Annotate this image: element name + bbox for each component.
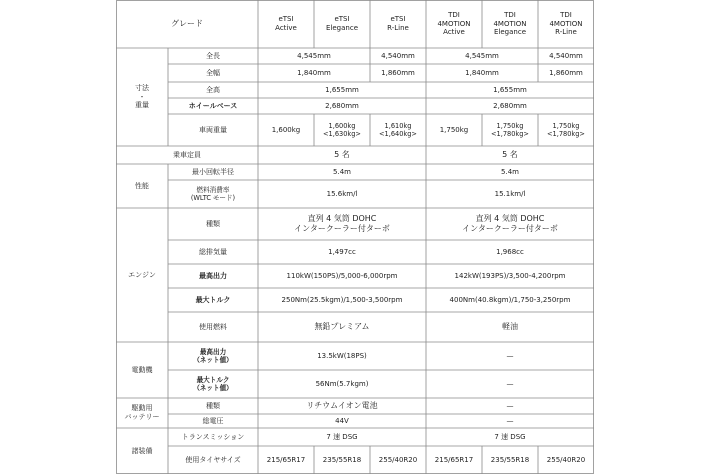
row-label-battery-type: 種類: [206, 401, 220, 410]
weight-tdi-active: 1,750kg: [439, 125, 469, 134]
group-battery: 駆動用 バッテリー: [124, 404, 160, 421]
engine-torque-tdi: 400Nm(40.8kgm)/1,750-3,250rpm: [449, 295, 571, 304]
grade-tdi-active: TDI 4MOTION Active: [437, 10, 471, 37]
grade-tdi-elegance: TDI 4MOTION Elegance: [493, 10, 527, 37]
group-specs: 諸装備: [131, 446, 153, 455]
motor-torque-etsi: 56Nm(5.7kgm): [315, 379, 369, 388]
width-tdi-ae: 1,840mm: [465, 68, 499, 77]
height-tdi: 1,655mm: [493, 85, 527, 94]
row-label-motor-output: 最高出力 （ネット値）: [193, 347, 233, 364]
engine-torque-etsi: 250Nm(25.5kgm)/1,500-3,500rpm: [281, 295, 403, 304]
wheelbase-etsi: 2,680mm: [325, 101, 359, 110]
length-tdi-ae: 4,545mm: [465, 51, 499, 60]
group-dimensions: 寸法 ・ 重量: [135, 83, 149, 110]
motor-output-etsi: 13.5kW(18PS): [317, 351, 367, 360]
grade-tdi-rline: TDI 4MOTION R-Line: [549, 10, 583, 37]
grade-header-label: グレード: [171, 19, 203, 28]
grade-etsi-active: eTSI Active: [275, 15, 297, 32]
tire-etsi-elegance: 235/55R18: [322, 455, 362, 464]
length-etsi-ae: 4,545mm: [297, 51, 331, 60]
row-label-engine-output: 最高出力: [199, 271, 227, 280]
row-label-weight: 車両重量: [199, 125, 227, 134]
weight-etsi-active: 1,600kg: [271, 125, 301, 134]
capacity-etsi: 5 名: [334, 150, 350, 159]
row-label-length: 全長: [206, 51, 220, 60]
fuel-economy-etsi: 15.6km/l: [326, 189, 358, 198]
wheelbase-tdi: 2,680mm: [493, 101, 527, 110]
motor-output-tdi: —: [506, 351, 514, 360]
battery-voltage-etsi: 44V: [335, 416, 349, 425]
length-etsi-r: 4,540mm: [381, 51, 415, 60]
turning-tdi: 5.4m: [501, 167, 519, 176]
weight-tdi-elegance: 1,750kg <1,780kg>: [491, 121, 529, 138]
group-engine: エンジン: [128, 270, 156, 279]
row-label-fuel-type: 使用燃料: [199, 322, 227, 331]
row-label-battery-voltage: 総電圧: [202, 416, 224, 425]
displacement-tdi: 1,968cc: [496, 247, 524, 256]
fuel-type-etsi: 無鉛プレミアム: [314, 322, 370, 331]
row-label-tires: 使用タイヤサイズ: [185, 455, 241, 464]
weight-etsi-elegance: 1,600kg <1,630kg>: [323, 121, 361, 138]
turning-etsi: 5.4m: [333, 167, 351, 176]
capacity-tdi: 5 名: [502, 150, 518, 159]
motor-torque-tdi: —: [506, 379, 514, 388]
tire-tdi-rline: 255/40R20: [546, 455, 586, 464]
row-label-wheelbase: ホイールベース: [188, 101, 238, 110]
fuel-type-tdi: 軽油: [502, 322, 518, 331]
length-tdi-r: 4,540mm: [549, 51, 583, 60]
row-label-displacement: 総排気量: [199, 247, 227, 256]
engine-type-tdi: 直列 4 気筒 DOHC インタークーラー付ターボ: [462, 214, 558, 233]
grade-etsi-elegance: eTSI Elegance: [326, 15, 358, 32]
transmission-etsi: 7 速 DSG: [326, 432, 358, 441]
engine-output-etsi: 110kW(150PS)/5,000-6,000rpm: [286, 271, 398, 280]
battery-type-tdi: —: [506, 401, 514, 410]
group-performance: 性能: [135, 181, 149, 190]
tire-etsi-active: 215/65R17: [266, 455, 306, 464]
fuel-economy-tdi: 15.1km/l: [494, 189, 526, 198]
tire-tdi-active: 215/65R17: [434, 455, 474, 464]
row-label-height: 全高: [206, 85, 220, 94]
height-etsi: 1,655mm: [325, 85, 359, 94]
weight-tdi-rline: 1,750kg <1,780kg>: [547, 121, 585, 138]
row-label-transmission: トランスミッション: [181, 432, 245, 441]
row-label-engine-type: 種類: [206, 219, 220, 228]
tire-tdi-elegance: 235/55R18: [490, 455, 530, 464]
engine-type-etsi: 直列 4 気筒 DOHC インタークーラー付ターボ: [294, 214, 390, 233]
grade-etsi-rline: eTSI R-Line: [387, 15, 409, 32]
tire-etsi-rline: 255/40R20: [378, 455, 418, 464]
row-label-width: 全幅: [206, 68, 220, 77]
transmission-tdi: 7 速 DSG: [494, 432, 526, 441]
battery-voltage-tdi: —: [506, 416, 514, 425]
engine-output-tdi: 142kW(193PS)/3,500-4,200rpm: [454, 271, 566, 280]
spec-sheet: [116, 0, 594, 474]
row-label-motor-torque: 最大トルク （ネット値）: [193, 375, 233, 392]
row-label-capacity: 乗車定員: [173, 150, 201, 159]
row-label-engine-torque: 最大トルク: [195, 295, 231, 304]
width-tdi-r: 1,860mm: [549, 68, 583, 77]
row-label-fuel-economy: 燃料消費率 (WLTC モード): [190, 185, 236, 202]
row-label-turning: 最小回転半径: [192, 167, 234, 176]
group-motor: 電動機: [131, 365, 153, 374]
battery-type-etsi: リチウムイオン電池: [306, 401, 378, 410]
weight-etsi-rline: 1,610kg <1,640kg>: [379, 121, 417, 138]
width-etsi-r: 1,860mm: [381, 68, 415, 77]
displacement-etsi: 1,497cc: [328, 247, 356, 256]
width-etsi-ae: 1,840mm: [297, 68, 331, 77]
